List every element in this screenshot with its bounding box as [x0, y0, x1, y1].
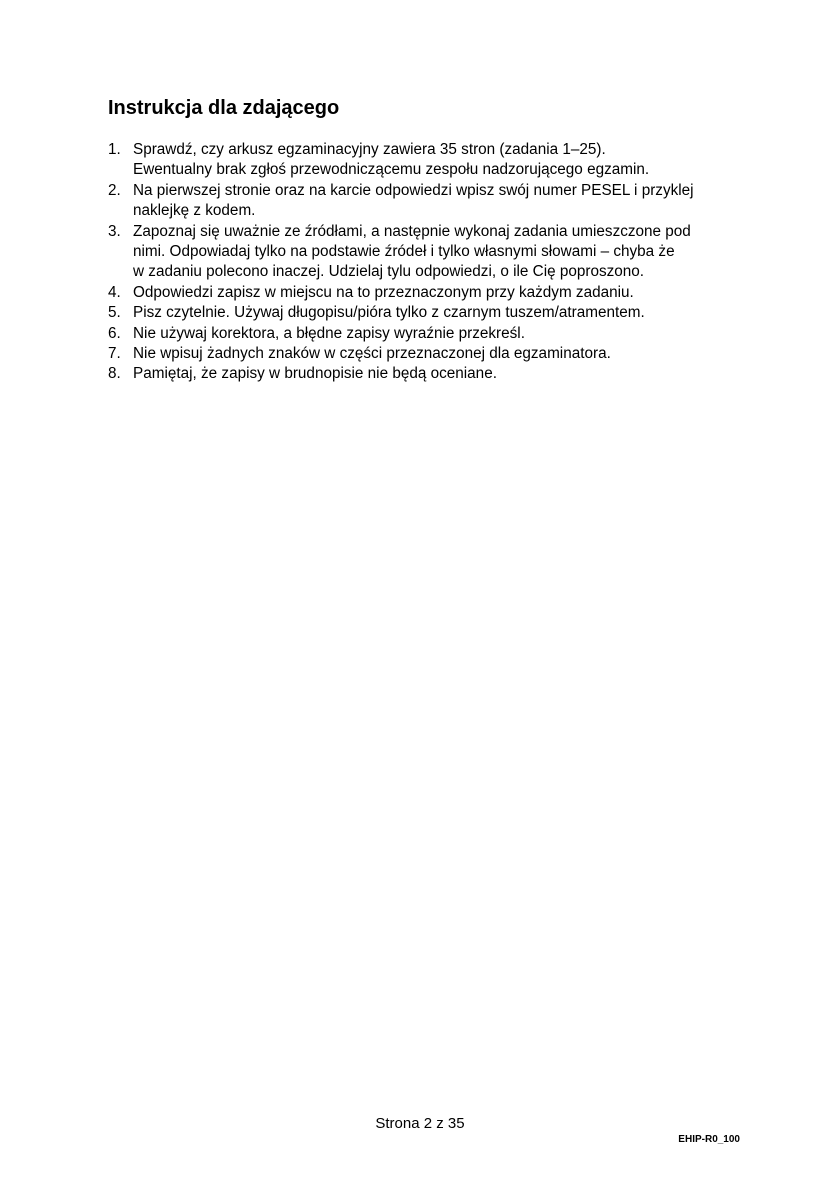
instruction-text: [133, 222, 728, 283]
page-heading: Instrukcja dla zdającego: [108, 97, 340, 119]
instruction-number: 8.: [108, 365, 121, 383]
instruction-text: [133, 283, 728, 303]
instruction-line: Nie wpisuj żadnych znaków w części przeznaczonej dla egzaminatora.: [133, 345, 611, 363]
page-number: Strona 2 z 35: [375, 1115, 465, 1132]
instruction-number: 7.: [108, 345, 121, 363]
instruction-line: nimi. Odpowiadaj tylko na podstawie źródeł i tylko własnymi słowami – chyba że: [133, 243, 675, 261]
instruction-line: Nie używaj korektora, a błędne zapisy wyraźnie przekreśl.: [133, 324, 525, 342]
document-code: EHIP-R0_100: [678, 1134, 740, 1145]
instruction-line: Pamiętaj, że zapisy w brudnopisie nie będą oceniane.: [133, 365, 497, 383]
instruction-text: [133, 344, 728, 364]
instruction-line: Ewentualny brak zgłoś przewodniczącemu zespołu nadzorującego egzamin.: [133, 161, 650, 179]
instruction-line: Zapoznaj się uważnie ze źródłami, a następnie wykonaj zadania umieszczone pod: [133, 222, 691, 240]
instruction-item: [108, 283, 728, 303]
instruction-item: [108, 364, 728, 384]
instruction-list: [108, 140, 728, 385]
instruction-item: [108, 303, 728, 323]
instruction-line: Na pierwszej stronie oraz na karcie odpowiedzi wpisz swój numer PESEL i przyklej: [133, 181, 694, 199]
instruction-text: [133, 181, 728, 222]
instruction-item: [108, 181, 728, 222]
instruction-number: 2.: [108, 181, 121, 199]
instruction-line: w zadaniu polecono inaczej. Udzielaj tylu odpowiedzi, o ile Cię poproszono.: [133, 263, 645, 281]
instruction-line: Sprawdź, czy arkusz egzaminacyjny zawiera 35 stron (zadania 1–25).: [133, 141, 606, 158]
instruction-text: [133, 364, 728, 384]
instruction-item: [108, 222, 728, 283]
instruction-text: [133, 303, 728, 323]
instruction-text: [133, 140, 728, 181]
instruction-number: 4.: [108, 283, 121, 301]
instruction-text: [133, 324, 728, 344]
instruction-line: Pisz czytelnie. Używaj długopisu/pióra tylko z czarnym tuszem/atramentem.: [133, 304, 645, 322]
instruction-number: 1.: [108, 141, 121, 158]
instruction-number: 3.: [108, 222, 121, 240]
instruction-number: 6.: [108, 324, 121, 342]
instruction-item: [108, 324, 728, 344]
instruction-item: [108, 344, 728, 364]
instruction-item: [108, 140, 728, 181]
instruction-line: Odpowiedzi zapisz w miejscu na to przeznaczonym przy każdym zadaniu.: [133, 283, 634, 301]
instruction-line: naklejkę z kodem.: [133, 202, 256, 220]
instruction-number: 5.: [108, 304, 121, 322]
